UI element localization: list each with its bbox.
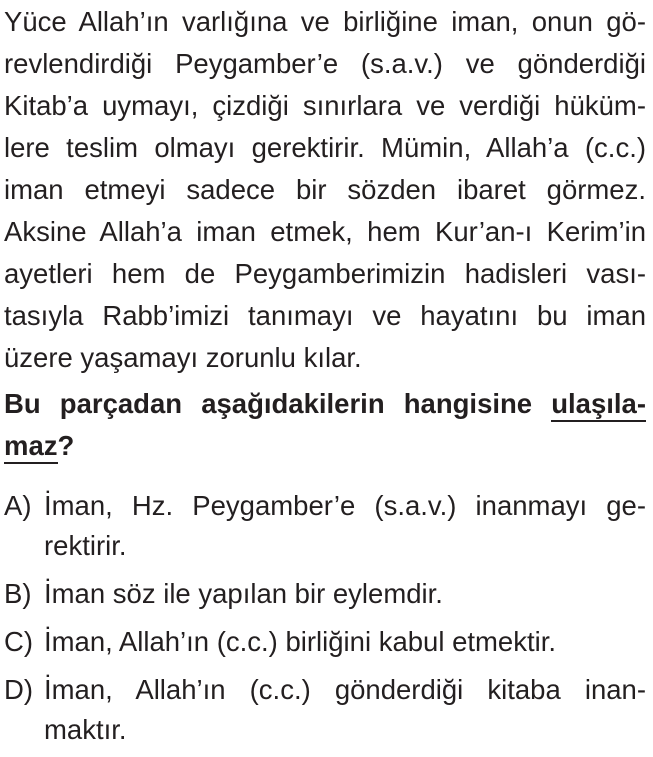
option-line: İman söz ile yapılan bir eylemdir. [44,578,443,609]
option-letter: B) [4,578,32,609]
passage-line: revlendirdiği Peygamber’e (s.a.v.) ve gönderdiği [4,48,646,79]
passage-line: Aksine Allah’a iman etmek, hem Kur’an-ı Kerim’in [4,216,646,247]
option-line: maktır. [44,714,127,745]
question-suffix: ? [57,430,75,461]
option-line: İman, Allah’ın (c.c.) birliğini kabul etmektir. [44,626,556,657]
option-letter: C) [4,626,34,657]
question-prefix: Bu parçadan aşağıdakilerin hangisine [4,388,552,419]
passage-line: üzere yaşamayı zorunlu kılar. [4,342,362,373]
option-line: İman, Allah’ın (c.c.) gönderdiği kitaba inan- [44,674,646,705]
passage-line: Yüce Allah’ın varlığına ve birliğine iman, onun gö- [4,6,646,37]
passage-line: tasıyla Rabb’imizi tanımayı ve hayatını bu iman [4,300,646,331]
passage-line: ayetleri hem de Peygamberimizin hadisleri vası- [4,258,646,289]
question-emphasis: ulaşıla- [551,388,646,422]
option-text [44,622,646,662]
option-line: rektirir. [44,530,127,561]
option-line: İman, Hz. Peygamber’e (s.a.v.) inanmayı ge- [44,490,646,521]
question-line [4,426,646,466]
option-letter: A) [4,490,32,521]
option-letter: D) [4,674,34,705]
passage-line: lere teslim olmayı gerektirir. Mümin, Allah’a (c.c.) [4,132,646,163]
passage-line: iman etmeyi sadece bir sözden ibaret görmez. [4,174,646,205]
option-text [44,574,646,614]
option-text [44,670,646,750]
option-text [44,486,646,566]
question-emphasis: maz [4,430,58,464]
question-line [4,384,646,424]
passage-line: Kitab’a uymayı, çizdiği sınırlara ve verdiği hüküm- [4,90,646,121]
